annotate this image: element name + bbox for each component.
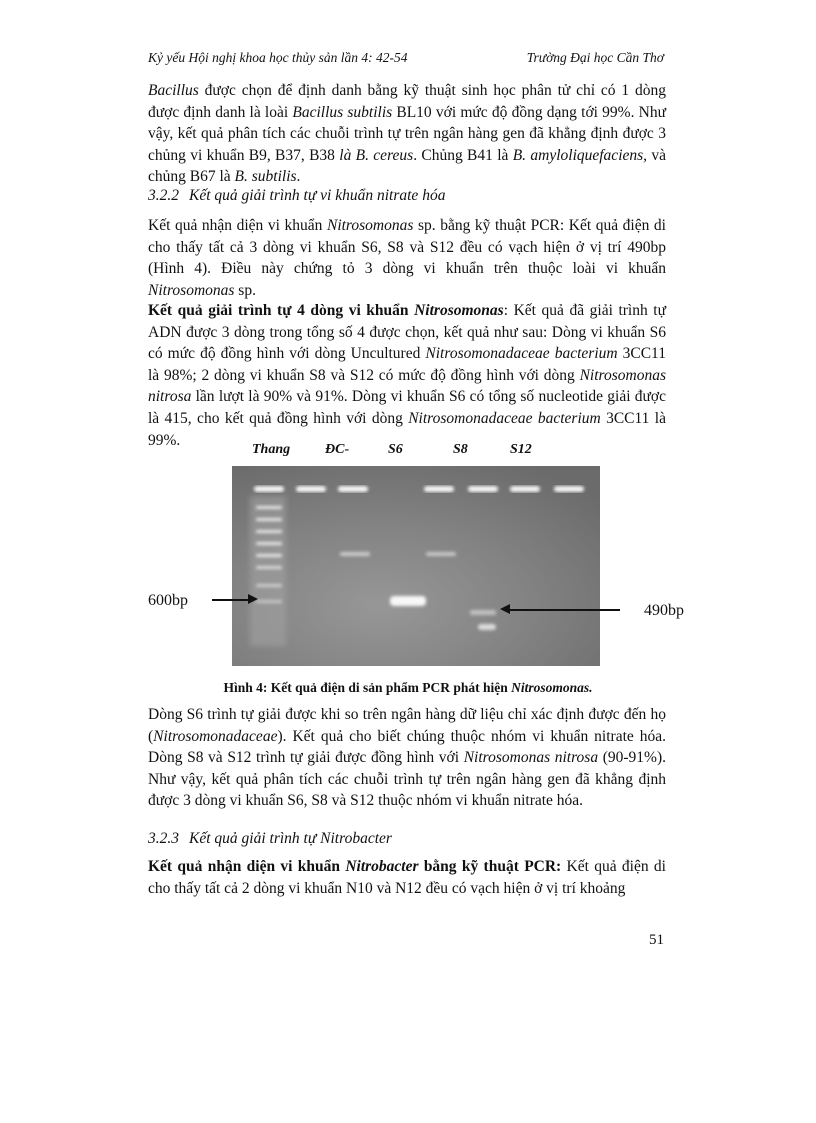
section-title: Kết quả giải trình tự Nitrobacter (189, 830, 392, 847)
paragraph-s6-s8-s12 (148, 704, 666, 812)
paragraph-nitrosomonas-pcr (148, 215, 666, 301)
lane-label-negative-control: ĐC- (325, 442, 350, 457)
text-span: được chọn để định danh bằng kỹ thuật sinh học phân tử chỉ có 1 dòng được định danh là loài (148, 82, 666, 121)
text-span: Kết quả điện di cho thấy tất cả 2 dòng vi khuẩn N10 và N12 đều có vạch hiện ở vị trí khoảng (148, 858, 666, 897)
section-heading-3-2-3 (148, 830, 392, 848)
text-span: 3CC11 là 99%. (148, 409, 666, 449)
caption-organism: Nitrosomonas. (511, 680, 593, 695)
arrow-490bp-head (500, 604, 510, 614)
text-span: Dòng S6 trình tự giải được khi so trên ngân hàng dữ liệu chỉ xác định được đến họ ( (148, 706, 666, 745)
running-header-right: Trường Đại học Cần Thơ (526, 50, 664, 65)
text-span: 3CC11 là 98%; 2 dòng vi khuẩn S8 và S12 có mức độ đồng hình với dòng (148, 345, 666, 384)
text-span: Nitrosomonas nitrosa (463, 749, 599, 767)
paragraph-nitrosomonas-sequencing (148, 300, 666, 451)
gel-image (232, 466, 600, 666)
text-span: (90-91%). Như vậy, kết quả phân tích các chuỗi trình tự trên ngân hàng gen đã khẳng định được 3 dòng vi khuẩn S6, S8 và S12 thuộc nhóm vi khuẩn nitrate hóa. (148, 749, 666, 810)
text-span: Kết quả giải trình tự 4 dòng vi khuẩn (148, 302, 415, 319)
text-span: Nitrosomonas (148, 281, 235, 299)
text-span: . (296, 168, 301, 186)
arrow-490bp-shaft (510, 609, 620, 611)
figure-caption (0, 680, 816, 696)
marker-label-490bp: 490bp (644, 602, 684, 619)
lane-label-s8: S8 (453, 442, 468, 457)
text-span: bằng kỹ thuật PCR: (418, 858, 562, 875)
text-span: sp. (234, 281, 256, 299)
text-span: Bacillus subtilis (292, 103, 393, 121)
running-header-left: Kỷ yếu Hội nghị khoa học thủy sản lần 4: 42-54 (148, 50, 408, 65)
text-span: Kết quả nhận diện vi khuẩn (148, 217, 327, 234)
page-number: 51 (649, 932, 664, 948)
text-span: Nitrosomonas (326, 217, 414, 234)
text-span: Nitrobacter (345, 858, 419, 875)
text-span: Nitrosomonas nitrosa (148, 366, 666, 406)
text-span: Nitrosomonadaceae (153, 727, 278, 745)
lane-label-s12: S12 (510, 442, 532, 457)
text-span: Nitrosomonadaceae bacterium (408, 409, 601, 427)
section-heading-3-2-2 (148, 187, 445, 205)
text-span: lần lượt là 90% và 91%. Dòng vi khuẩn S6 có tổng số nucleotide giải được là 415, cho kết quả đồng hình với dòng (148, 388, 666, 427)
text-span: B. amyloliquefaciens, (512, 146, 648, 164)
text-span: Nitrosomonas (414, 302, 504, 319)
text-span: BL10 với mức độ đồng dạng tới 99%. Như vậy, kết quả phân tích các chuỗi trình tự trên ngân hàng gen đã khẳng định được 3 chủng vi khuẩn B9, B37, B38 (148, 103, 666, 164)
text-span: ). Kết quả cho biết chúng thuộc nhóm vi khuẩn nitrate hóa. Dòng S8 và S12 trình tự giải được đồng hình với (148, 727, 666, 767)
section-number: 3.2.3 (148, 830, 179, 847)
text-span: B. subtilis (234, 168, 297, 186)
gel-background (232, 466, 600, 666)
text-span: sp. bằng kỹ thuật PCR: Kết quả điện di cho thấy tất cả 3 dòng vi khuẩn S6, S8 và S12 đều có vạch hiện ở vị trí 490bp (Hình 4). Điều này chứng tỏ 3 dòng vi khuẩn trên thuộc loài vi khuẩn (148, 217, 666, 278)
figure-4 (0, 436, 816, 676)
text-span: và chủng B67 là (148, 146, 666, 186)
text-span: : Kết quả đã giải trình tự ADN được 3 dòng trong tổng số 4 được chọn, kết quả như sau: Dòng vi khuẩn S6 có mức độ đồng hình với dòng Uncultured (148, 302, 667, 363)
paragraph-bacillus (148, 80, 666, 188)
text-span: Nitrosomonadaceae bacterium (425, 345, 618, 363)
lane-label-ladder: Thang (252, 442, 291, 457)
marker-label-600bp: 600bp (148, 592, 188, 609)
text-span: là B. cereus (339, 146, 414, 164)
lane-label-s6: S6 (388, 442, 403, 457)
section-title: Kết quả giải trình tự vi khuẩn nitrate hóa (189, 187, 446, 204)
text-span: Bacillus (148, 82, 199, 99)
text-span: . Chủng B41 là (413, 146, 513, 164)
paragraph-nitrobacter-pcr (148, 856, 666, 899)
arrow-600bp-shaft (212, 599, 250, 601)
arrow-600bp-head (248, 594, 258, 604)
section-number: 3.2.2 (148, 187, 179, 204)
text-span: Kết quả nhận diện vi khuẩn (148, 858, 346, 875)
caption-text: Hình 4: Kết quả điện di sản phẩm PCR phát hiện (223, 680, 512, 695)
